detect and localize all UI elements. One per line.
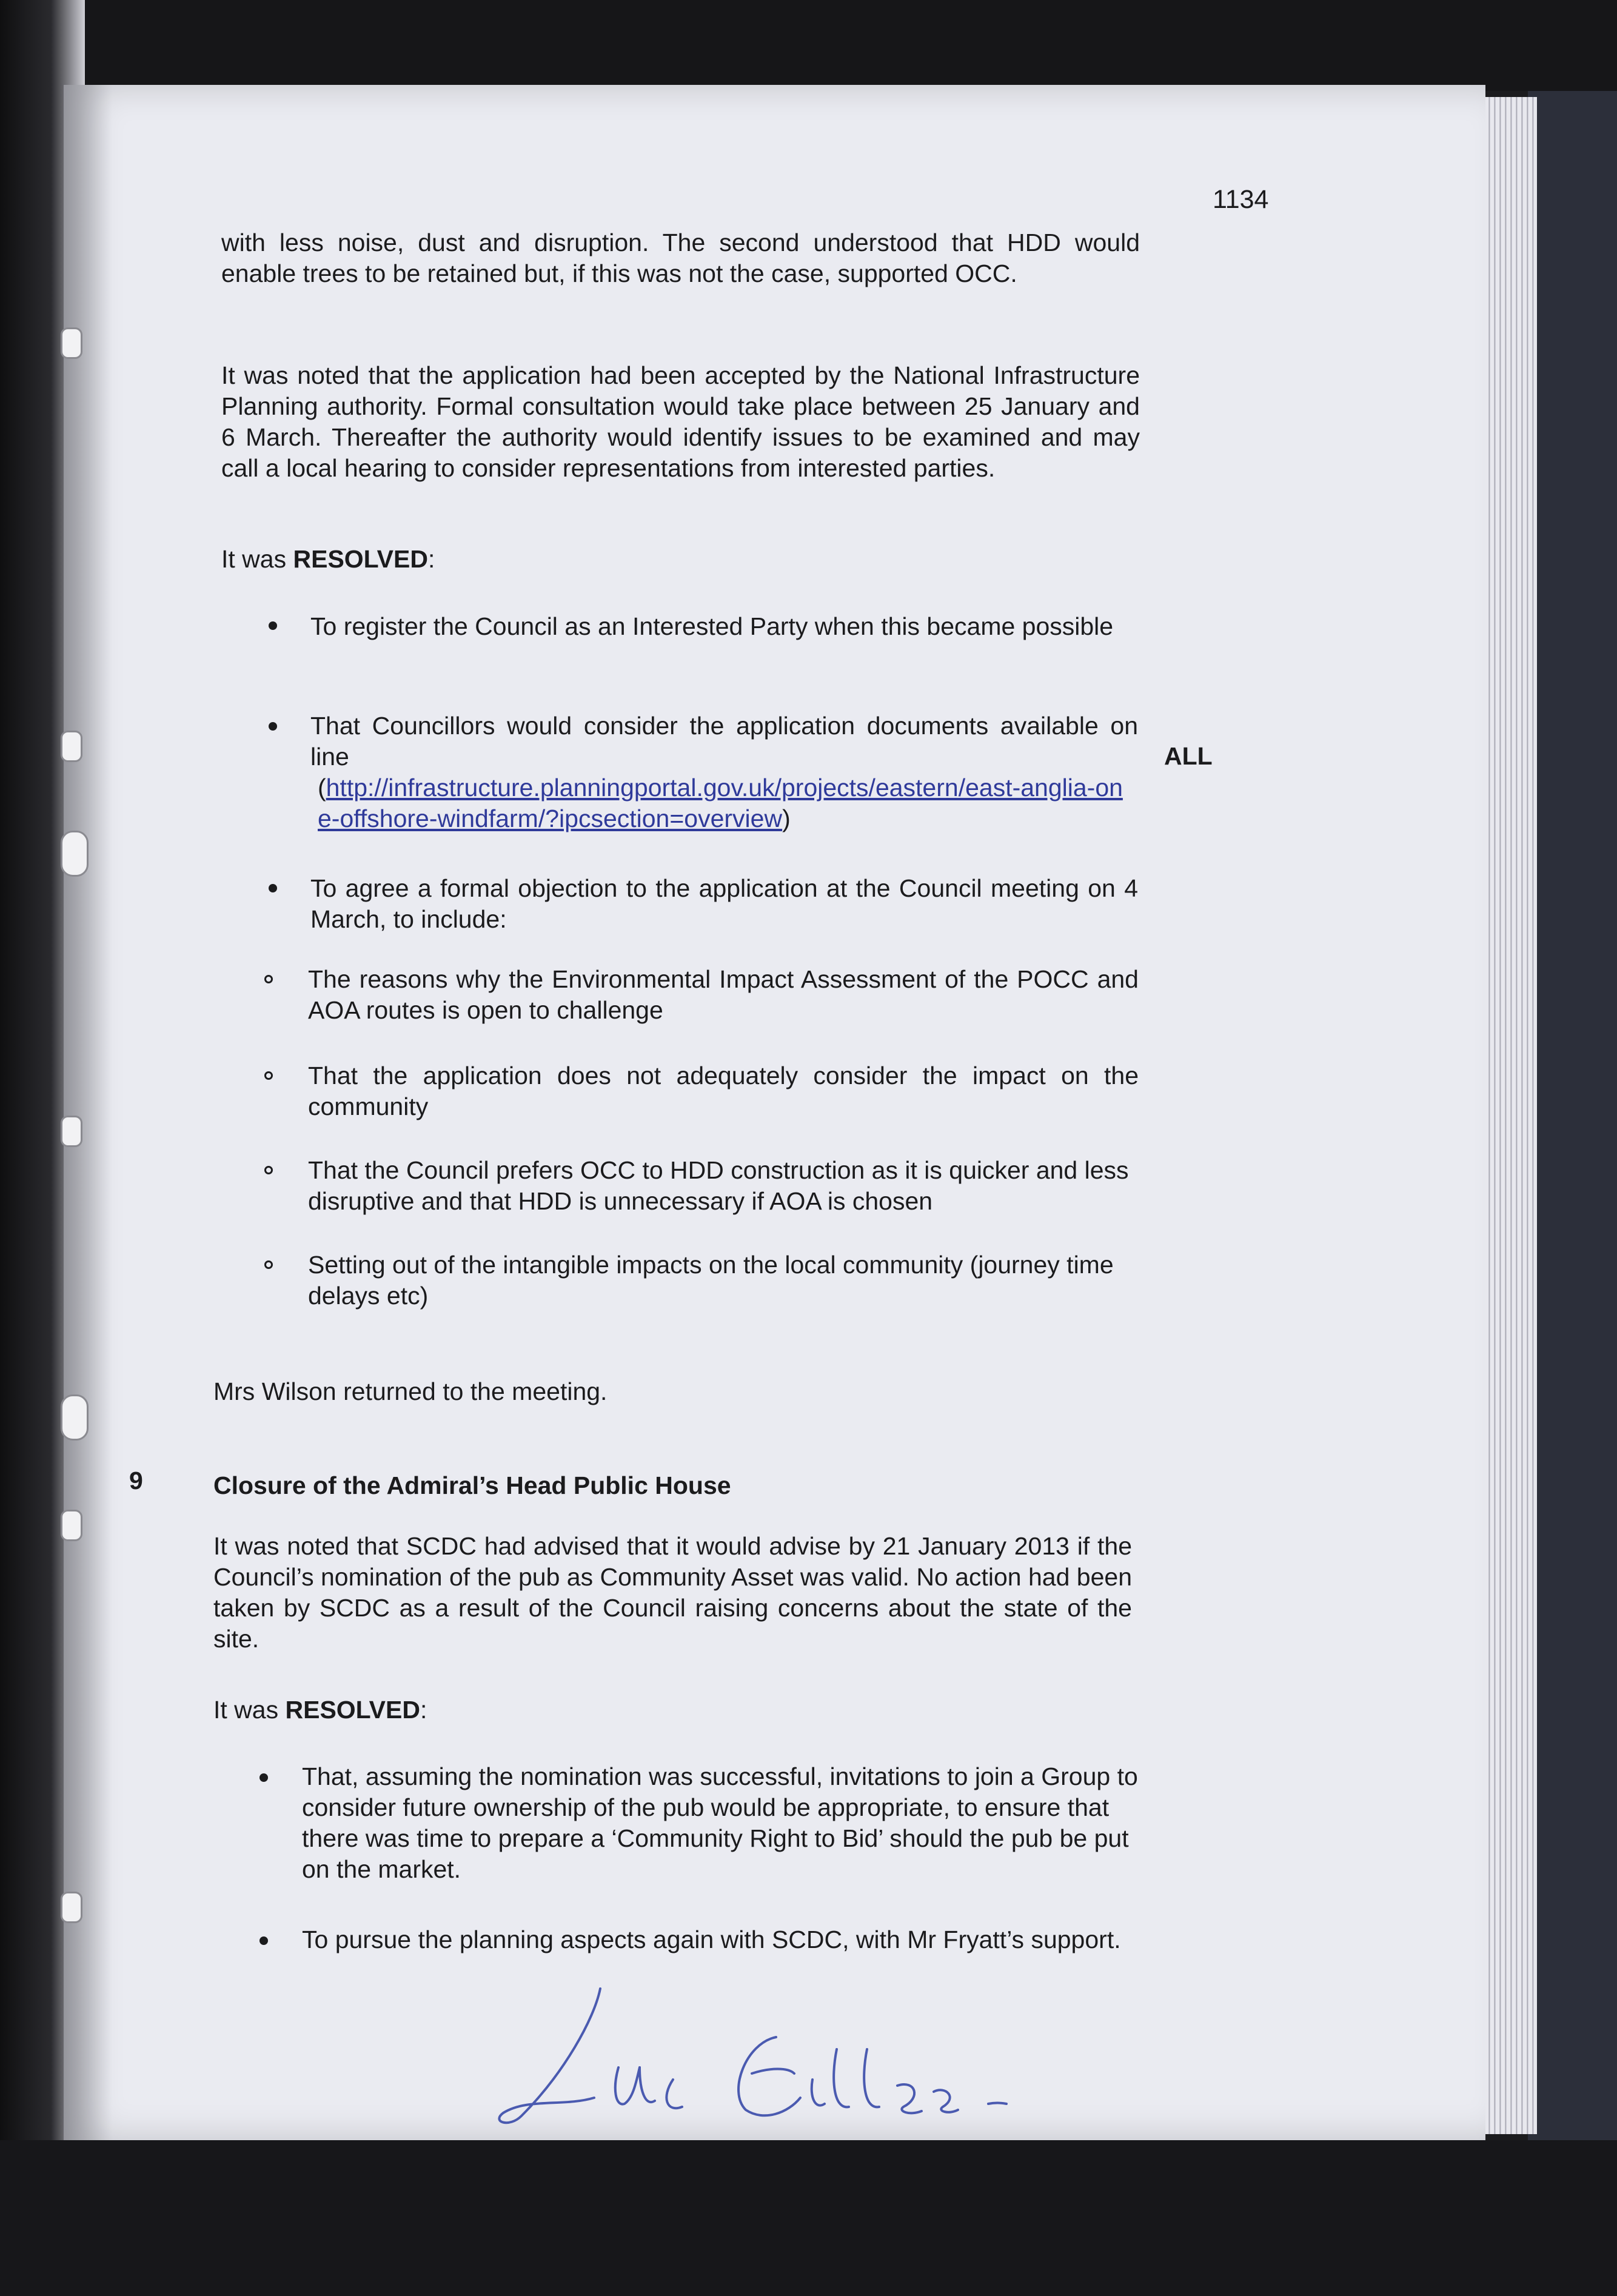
resolved-line-2	[213, 1695, 427, 1725]
page-number: 1134	[1213, 185, 1269, 214]
binder-ring	[61, 327, 82, 359]
section-heading: Closure of the Admiral’s Head Public House	[213, 1471, 731, 1499]
resolved-keyword: RESOLVED	[285, 1696, 420, 1724]
intro-paragraph: with less noise, dust and disruption. The second understood that HDD would enable trees to be retained but, if this was not the case, supported OCC.	[221, 229, 1140, 287]
resolution-item: That, assuming the nomination was successful, invitations to join a Group to consider future ownership of the pub would be appropriate, to ensure that there was time to prepare a ‘Community Right to Bid’ should the pub be put on the market.	[302, 1762, 1138, 1883]
resolution-item: To register the Council as an Interested Party when this became possible	[310, 612, 1114, 640]
binder-ring	[61, 1116, 82, 1147]
resolved-line-1	[221, 544, 435, 575]
bullet-icon	[259, 1773, 268, 1782]
resolution-item: That Councillors would consider the application documents available on line	[310, 712, 1138, 771]
backdrop-top	[0, 0, 1617, 91]
resolution-item: To agree a formal objection to the application at the Council meeting on 4 March, to include:	[310, 874, 1138, 933]
signature-icon	[473, 1976, 1152, 2134]
objection-point: That the application does not adequately consider the impact on the community	[308, 1062, 1139, 1120]
page-edges	[1479, 97, 1537, 2134]
resolved-prefix: It was	[221, 545, 293, 573]
resolved-keyword: RESOLVED	[293, 545, 428, 573]
resolution-item: To pursue the planning aspects again with SCDC, with Mr Fryatt’s support.	[302, 1926, 1121, 1953]
section-number: 9	[129, 1467, 143, 1494]
binder-ring	[61, 1510, 82, 1541]
bullet-icon	[269, 621, 277, 630]
action-owner: ALL	[1164, 742, 1213, 770]
objection-point: Setting out of the intangible impacts on the local community (journey time delays etc)	[308, 1251, 1114, 1310]
sub-bullet-icon	[264, 1071, 273, 1080]
bullet-icon	[269, 722, 277, 731]
binder-ring	[61, 831, 89, 877]
binder-ring	[61, 731, 82, 762]
sub-bullet-icon	[264, 1260, 273, 1269]
binder-ring	[61, 1394, 89, 1441]
resolved-suffix: :	[427, 545, 435, 573]
backdrop-bottom	[0, 2140, 1617, 2296]
link-close-paren: )	[782, 805, 791, 832]
objection-point: That the Council prefers OCC to HDD construction as it is quicker and less disruptive and that HDD is unnecessary if AOA is chosen	[308, 1156, 1129, 1215]
link-line	[318, 772, 1124, 834]
bullet-icon	[269, 884, 277, 892]
bullet-icon	[259, 1936, 268, 1945]
resolved-suffix: :	[420, 1696, 427, 1724]
mrs-wilson-note: Mrs Wilson returned to the meeting.	[213, 1377, 608, 1405]
planning-portal-link[interactable]: http://infrastructure.planningportal.gov.uk/projects/eastern/east-anglia-one-offshore-windfarm/?ipcsection=overview	[318, 774, 1123, 832]
resolved-prefix: It was	[213, 1696, 286, 1724]
link-open-paren: (	[318, 774, 326, 802]
sub-bullet-icon	[264, 1166, 273, 1174]
application-paragraph: It was noted that the application had been accepted by the National Infrastructure Planning authority. Formal consultation would take place between 25 January and 6 March. Thereafter the authority would identify issues to be examined and may call a local hearing to consider representations from interested parties.	[221, 361, 1140, 482]
book-cover	[1528, 91, 1617, 2144]
binder-ring	[61, 1892, 82, 1923]
sub-bullet-icon	[264, 975, 273, 983]
page-gutter-shadow	[64, 85, 112, 2140]
scdc-paragraph: It was noted that SCDC had advised that it would advise by 21 January 2013 if the Council’s nomination of the pub as Community Asset was valid. No action had been taken by SCDC as a result of the Council raising concerns about the state of the site.	[213, 1532, 1132, 1653]
objection-point: The reasons why the Environmental Impact Assessment of the POCC and AOA routes is open to challenge	[308, 965, 1139, 1024]
